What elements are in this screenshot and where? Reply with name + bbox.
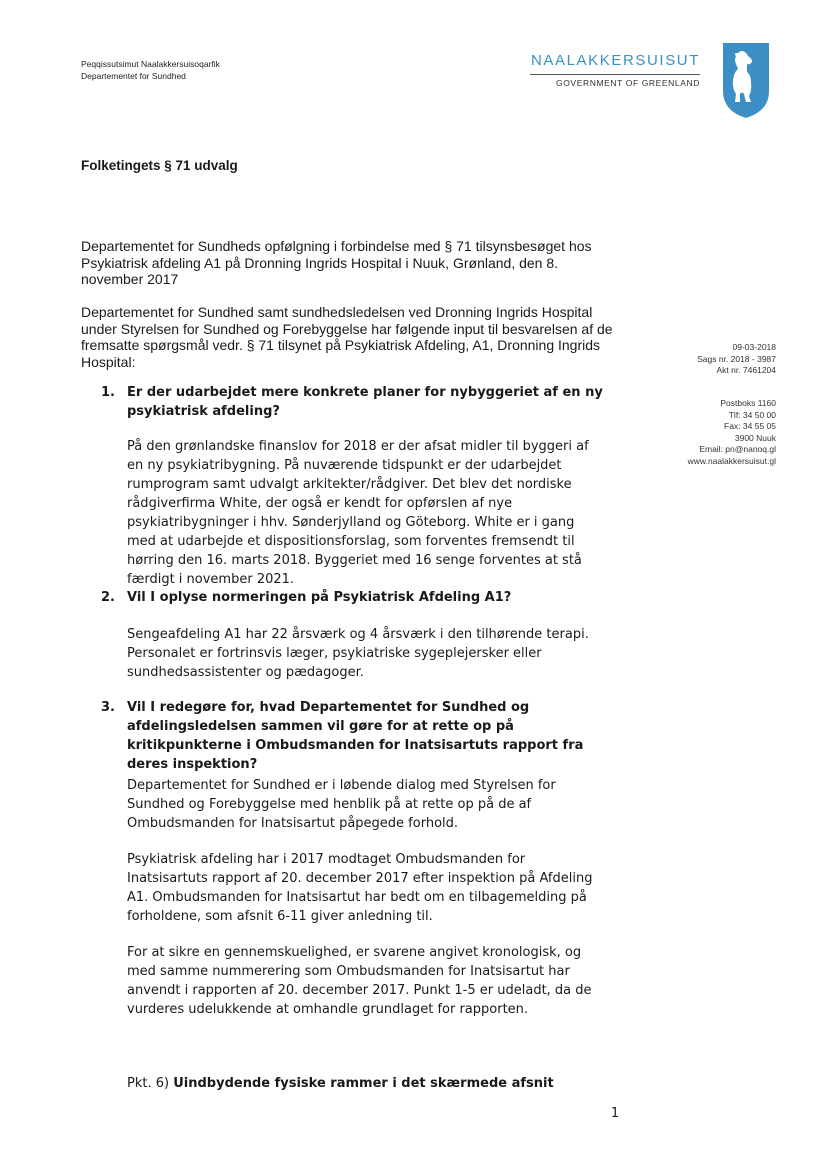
answer-1: På den grønlandske finanslov for 2018 er der afsat midler til byggeri af en ny psykiatribygning. På nuværende tidspunkt er der udarbejdet rumprogram samt udvalgt arkitekter/rådgiver. Det blev det nordiske rådgiverfirma White, der også er kendt for opførslen af nye psykiatribygninger i hhv. Sønderjylland og Göteborg. White er i gang med at udarbejde et dispositionsforslag, som forventes fremsendt til hørring den 16. marts 2018. Byggeriet med 16 senge forventes at stå færdigt i november 2021. [127,439,589,587]
sidebar-reference [640,342,776,377]
email: Email: pn@nanoq.gl [699,444,776,454]
question-3 [101,698,621,774]
phone: Tlf: 34 50 00 [728,409,776,420]
section-title: Uindbydende fysiske rammer i det skærmede afsnit [173,1076,554,1091]
question-number: 2. [101,590,115,605]
context-paragraph: Departementet for Sundhed samt sundhedsledelsen ved Dronning Ingrids Hospital under Styrelsen for Sundhed og Forebyggelse har følgende input til besvarelsen af de fremsatte spørgsmål vedr. § 71 tilsynet på Psykiatrisk Afdeling, A1, Dronning Ingrids Hospital: [81,304,613,370]
case-number: Sags nr. 2018 - 3987 [697,353,776,364]
answer-2: Sengeafdeling A1 har 22 årsværk og 4 årsværk i den tilhørende terapi. Personalet er fortrinsvis læger, psykiatriske sygeplejersker eller sundhedsassistenter og pædagoger. [127,627,589,680]
website: www.naalakkersuisut.gl [687,455,776,466]
section-pkt-6 [127,1076,554,1091]
question-text: Vil I oplyse normeringen på Psykiatrisk Afdeling A1? [127,590,512,605]
sender-block [81,58,220,82]
brand-name: NAALAKKERSUISUT [530,52,700,69]
question-number: 3. [101,700,115,715]
fax: Fax: 34 55 05 [724,421,776,431]
question-number: 1. [101,385,115,400]
question-text: Er der udarbejdet mere konkrete planer for nybyggeriet af en ny psykiatrisk afdeling? [127,385,603,419]
city: 3900 Nuuk [734,432,776,443]
answer-3-part-2: Psykiatrisk afdeling har i 2017 modtaget Ombudsmanden for Inatsisartuts rapport af 20. december 2017 efter inspektion på Afdeling A1. Ombudsmanden for Inatsisartut har bedt om en tilbagemelding på forholdene, som afsnit 6-11 giver anledning til. [127,852,593,924]
polar-bear-crest-icon [721,41,771,119]
brand-subtitle: GOVERNMENT OF GREENLAND [556,78,700,88]
answer-3-part-1: Departementet for Sundhed er i løbende dialog med Styrelsen for Sundhed og Forebyggelse med henblik på at rette op på de af Ombudsmanden for Inatsisartut påpegede forhold. [127,778,556,831]
sidebar-contact [640,398,776,467]
question-1 [101,383,621,421]
answer-3-part-3: For at sikre en gennemskuelighed, er svarene angivet kronologisk, og med samme nummerering som Ombudsmanden for Inatsisartut har anvendt i rapporten af 20. december 2017. Punkt 1-5 er udeladt, da de vurderes udelukkende at omhandle grundlaget for rapporten. [127,945,592,1017]
brand-divider [530,74,700,75]
question-2 [101,588,621,607]
sender-line-1: Peqqissutsimut Naalakkersuisoqarfik [81,59,220,69]
document-date: 09-03-2018 [732,342,776,352]
recipient-heading: Folketingets § 71 udvalg [81,158,238,173]
sender-line-2: Departementet for Sundhed [81,71,186,81]
page-number: 1 [610,1106,620,1121]
postbox: Postboks 1160 [720,398,776,408]
intro-paragraph: Departementet for Sundheds opfølgning i forbindelse med § 71 tilsynsbesøget hos Psykiatrisk afdeling A1 på Dronning Ingrids Hospital i Nuuk, Grønland, den 8. november 2017 [81,238,592,287]
section-prefix: Pkt. 6) [127,1076,170,1091]
document-number: Akt nr. 7461204 [716,365,776,375]
question-text: Vil I redegøre for, hvad Departementet for Sundhed og afdelingsledelsen sammen vil gøre for at rette op på kritikpunkterne i Ombudsmanden for Inatsisartuts rapport fra deres inspektion? [127,700,584,772]
